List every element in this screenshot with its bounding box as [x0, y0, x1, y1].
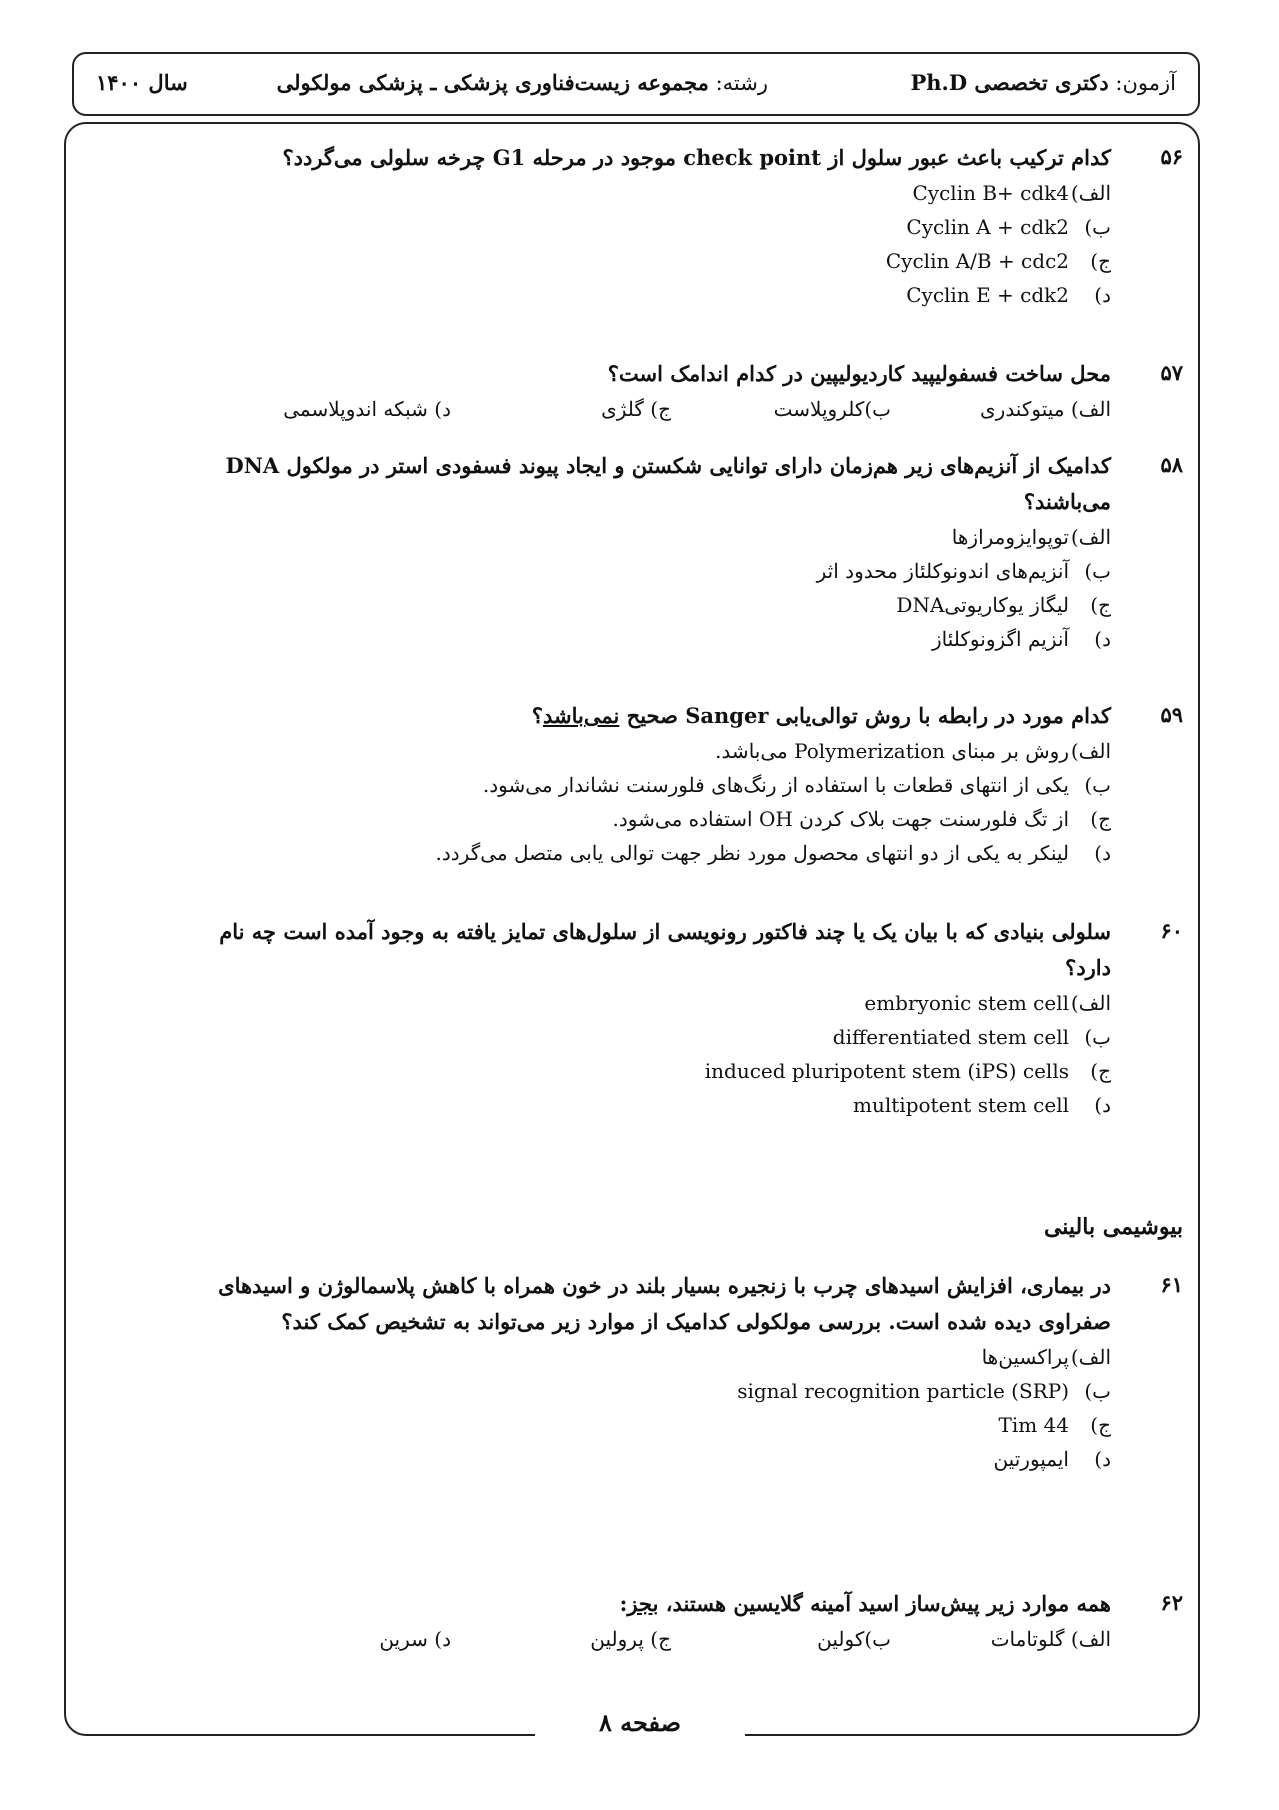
- exam-header: [72, 52, 1200, 116]
- question-stem-line2: دارد؟: [1065, 955, 1111, 980]
- option-a: الف)روش بر مبنای Polymerization می‌باشد.: [715, 739, 1111, 763]
- option-a: الف)embryonic stem cell: [864, 991, 1111, 1015]
- option-c: ج)Tim 44: [998, 1413, 1111, 1437]
- section-title: بیوشیمی بالینی: [1043, 1214, 1183, 1240]
- question-stem: محل ساخت فسفولیپید کاردیولیپین در کدام اندامک است؟: [607, 361, 1111, 386]
- option-c: ج) پرولین: [590, 1627, 671, 1651]
- option-b: ب)differentiated stem cell: [832, 1025, 1111, 1049]
- page-number: صفحه ۸: [598, 1708, 682, 1737]
- option-c: ج)لیگاز یوکاریوتیDNA: [896, 593, 1111, 617]
- question-59: [98, 698, 1183, 870]
- option-d: د) شبکه اندوپلاسمی: [283, 397, 451, 421]
- question-number: ۵۷: [1160, 360, 1183, 385]
- option-b: ب)signal recognition particle (SRP): [737, 1379, 1111, 1403]
- option-c: ج)Cyclin A/B + cdc2: [885, 249, 1111, 273]
- question-number: ۶۱: [1160, 1272, 1183, 1297]
- option-a: الف) گلوتامات: [990, 1627, 1111, 1651]
- option-b: ب)یکی از انتهای قطعات با استفاده از رنگ‌های فلورسنت نشاندار می‌شود.: [482, 773, 1111, 797]
- option-b: ب)Cyclin A + cdk2: [906, 215, 1111, 239]
- question-stem-line1: کدامیک از آنزیم‌های زیر هم‌زمان دارای توانایی شکستن و ایجاد پیوند فسفودی استر در مولکول DNA: [225, 453, 1111, 478]
- option-d: د) سرین: [379, 1627, 451, 1651]
- option-c: ج)induced pluripotent stem (iPS) cells: [704, 1059, 1111, 1083]
- question-number: ۵۸: [1160, 452, 1183, 477]
- option-c: ج) گلژی: [601, 397, 671, 421]
- question-56: [98, 140, 1183, 312]
- question-58: [98, 448, 1183, 656]
- option-a: الف)توپوایزومرازها: [951, 525, 1111, 549]
- option-a: الف)پراکسین‌ها: [981, 1345, 1111, 1369]
- question-61: [98, 1268, 1183, 1476]
- question-number: ۶۰: [1160, 918, 1183, 943]
- options-row: [98, 1622, 1111, 1656]
- option-a: الف)Cyclin B+ cdk4: [912, 181, 1111, 205]
- option-d: د)لینکر به یکی از دو انتهای محصول مورد نظر جهت توالی یابی متصل می‌گردد.: [435, 841, 1111, 865]
- question-stem: کدام ترکیب باعث عبور سلول از check point موجود در مرحله G1 چرخه سلولی می‌گردد؟: [282, 145, 1111, 170]
- question-number: ۵۶: [1160, 144, 1183, 169]
- question-62: [98, 1586, 1183, 1656]
- question-stem: همه موارد زیر پیش‌ساز اسید آمینه گلایسین هستند، بجز:: [619, 1591, 1111, 1616]
- option-b: ب)آنزیم‌های اندونوکلئاز محدود اثر: [816, 559, 1111, 583]
- option-d: د)multipotent stem cell: [853, 1093, 1111, 1117]
- option-a: الف) میتوکندری: [980, 397, 1111, 421]
- option-d: د)ایمپورتین: [993, 1447, 1111, 1471]
- question-60: [98, 914, 1183, 1122]
- option-d: د)آنزیم اگزونوکلئاز: [932, 627, 1111, 651]
- field-title: رشته: مجموعه زیست‌فناوری پزشکی ـ پزشکی مولکولی: [276, 70, 768, 95]
- question-57: [98, 356, 1183, 426]
- question-stem-line1: در بیماری، افزایش اسیدهای چرب با زنجیره بسیار بلند در خون همراه با کاهش پلاسمالوژن و اسیدهای: [218, 1273, 1111, 1298]
- exam-title: آزمون: دکتری تخصصی Ph.D: [910, 70, 1176, 95]
- question-stem: کدام مورد در رابطه با روش توالی‌یابی Sanger صحیح نمی‌باشد؟: [531, 703, 1111, 728]
- option-b: ب)کولین: [817, 1627, 891, 1651]
- question-stem-line2: می‌باشند؟: [1023, 489, 1111, 514]
- option-b: ب)کلروپلاست: [773, 397, 891, 421]
- exam-year: سال ۱۴۰۰: [96, 70, 188, 95]
- question-number: ۶۲: [1160, 1590, 1183, 1615]
- question-stem-line1: سلولی بنیادی که با بیان یک یا چند فاکتور رونویسی از سلول‌های تمایز یافته به وجود آمده است چه نام: [219, 919, 1111, 944]
- option-c: ج)از تگ فلورسنت جهت بلاک کردن OH استفاده می‌شود.: [612, 807, 1111, 831]
- option-d: د)Cyclin E + cdk2: [906, 283, 1111, 307]
- options-row: [98, 392, 1111, 426]
- question-stem-line2: صفراوی دیده شده است. بررسی مولکولی کدامیک از موارد زیر می‌تواند به تشخیص کمک کند؟: [281, 1309, 1111, 1334]
- question-number: ۵۹: [1160, 702, 1183, 727]
